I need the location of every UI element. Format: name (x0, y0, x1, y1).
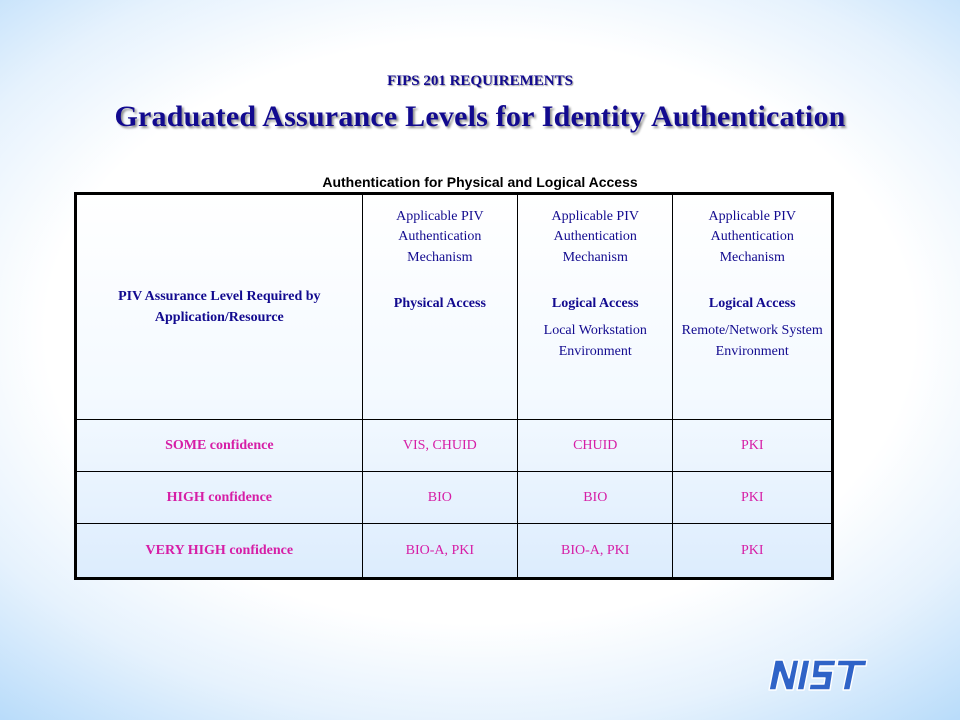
physical-cell: BIO-A, PKI (362, 524, 517, 579)
table-row (76, 472, 833, 524)
header-mechanism-label: Applicable PIV Authentication Mechanism (708, 209, 796, 265)
remote-cell: PKI (673, 420, 833, 472)
header-mechanism-label: Applicable PIV Authentication Mechanism (551, 209, 639, 265)
kicker: FIPS 201 REQUIREMENTS (387, 73, 573, 89)
slide-title: Graduated Assurance Levels for Identity Authentication (114, 100, 846, 133)
header-environment-label: Remote/Network System Environment (681, 323, 823, 359)
local-cell: BIO-A, PKI (518, 524, 673, 579)
header-access-label: Physical Access (393, 296, 486, 311)
local-cell: BIO (518, 472, 673, 524)
header-level-cell (76, 194, 363, 420)
header-level-label: PIV Assurance Level Required by Application/Resource (118, 289, 321, 325)
level-cell: SOME confidence (76, 420, 363, 472)
table-row (76, 524, 833, 579)
nist-logo (766, 656, 870, 694)
level-cell: VERY HIGH confidence (76, 524, 363, 579)
assurance-table (74, 192, 834, 580)
header-access-label: Logical Access (708, 296, 796, 311)
physical-cell: VIS, CHUID (362, 420, 517, 472)
header-remote-cell (673, 194, 833, 420)
physical-cell: BIO (362, 472, 517, 524)
local-cell: CHUID (518, 420, 673, 472)
remote-cell: PKI (673, 472, 833, 524)
table-caption: Authentication for Physical and Logical Access (322, 174, 638, 190)
table-row (76, 420, 833, 472)
header-environment-label: Local Workstation Environment (543, 323, 647, 359)
remote-cell: PKI (673, 524, 833, 579)
header-physical-cell (362, 194, 517, 420)
header-local-cell (518, 194, 673, 420)
table-header-row (76, 194, 833, 420)
header-access-label: Logical Access (551, 296, 639, 311)
level-cell: HIGH confidence (76, 472, 363, 524)
header-mechanism-label: Applicable PIV Authentication Mechanism (396, 209, 484, 265)
